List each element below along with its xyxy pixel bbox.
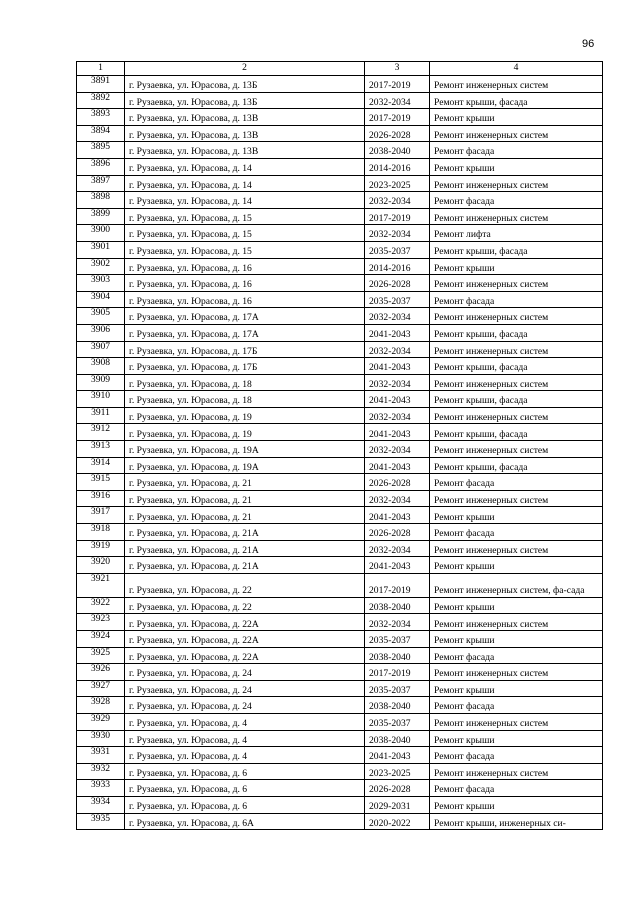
table-row [77, 730, 603, 747]
work-type-cell: Ремонт крыши, фасада [430, 241, 603, 258]
work-type-cell: Ремонт крыши [430, 507, 603, 524]
address-cell: г. Рузаевка, ул. Юрасова, д. 17Б [125, 341, 365, 358]
work-type-cell: Ремонт крыши, фасада [430, 92, 603, 109]
table-row [77, 680, 603, 697]
row-number-cell: 3902 [77, 258, 125, 275]
address-cell: г. Рузаевка, ул. Юрасова, д. 6 [125, 780, 365, 797]
table-row [77, 208, 603, 225]
row-number-cell: 3922 [77, 597, 125, 614]
row-number-cell: 3919 [77, 540, 125, 557]
work-type-cell: Ремонт инженерных систем [430, 664, 603, 681]
row-number-cell: 3923 [77, 614, 125, 631]
period-cell: 2032-2034 [365, 374, 430, 391]
work-type-cell: Ремонт крыши [430, 258, 603, 275]
work-type-cell: Ремонт крыши [430, 158, 603, 175]
table-row [77, 158, 603, 175]
period-cell: 2038-2040 [365, 647, 430, 664]
period-cell: 2035-2037 [365, 713, 430, 730]
row-number-cell: 3927 [77, 680, 125, 697]
work-type-cell: Ремонт фасада [430, 780, 603, 797]
period-cell: 2032-2034 [365, 614, 430, 631]
table-row [77, 664, 603, 681]
work-type-cell: Ремонт инженерных систем [430, 341, 603, 358]
table-row [77, 597, 603, 614]
row-number-cell: 3930 [77, 730, 125, 747]
work-type-cell: Ремонт инженерных систем [430, 540, 603, 557]
work-type-cell: Ремонт фасада [430, 474, 603, 491]
table-row [77, 474, 603, 491]
period-cell: 2017-2019 [365, 208, 430, 225]
work-type-cell: Ремонт крыши [430, 730, 603, 747]
table-row [77, 125, 603, 142]
period-cell: 2026-2028 [365, 474, 430, 491]
table-row [77, 796, 603, 813]
address-cell: г. Рузаевка, ул. Юрасова, д. 15 [125, 208, 365, 225]
address-cell: г. Рузаевка, ул. Юрасова, д. 21А [125, 524, 365, 541]
work-type-cell: Ремонт крыши, фасада [430, 391, 603, 408]
work-type-cell: Ремонт фасада [430, 291, 603, 308]
row-number-cell: 3892 [77, 92, 125, 109]
table-row [77, 780, 603, 797]
address-cell: г. Рузаевка, ул. Юрасова, д. 14 [125, 158, 365, 175]
table-row [77, 713, 603, 730]
repair-schedule-table [76, 61, 603, 830]
work-type-cell: Ремонт фасада [430, 747, 603, 764]
work-type-cell: Ремонт крыши, фасада [430, 424, 603, 441]
address-cell: г. Рузаевка, ул. Юрасова, д. 4 [125, 747, 365, 764]
row-number-cell: 3896 [77, 158, 125, 175]
row-number-cell: 3928 [77, 697, 125, 714]
period-cell: 2026-2028 [365, 780, 430, 797]
address-cell: г. Рузаевка, ул. Юрасова, д. 21А [125, 540, 365, 557]
period-cell: 2038-2040 [365, 597, 430, 614]
row-number-cell: 3898 [77, 192, 125, 209]
page-number: 96 [582, 38, 595, 50]
address-cell: г. Рузаевка, ул. Юрасова, д. 17Б [125, 358, 365, 375]
table-row [77, 241, 603, 258]
work-type-cell: Ремонт инженерных систем [430, 175, 603, 192]
address-cell: г. Рузаевка, ул. Юрасова, д. 14 [125, 192, 365, 209]
address-cell: г. Рузаевка, ул. Юрасова, д. 19 [125, 407, 365, 424]
row-number-cell: 3907 [77, 341, 125, 358]
table-row [77, 441, 603, 458]
row-number-cell: 3903 [77, 275, 125, 292]
address-cell: г. Рузаевка, ул. Юрасова, д. 15 [125, 241, 365, 258]
row-number-cell: 3906 [77, 324, 125, 341]
row-number-cell: 3926 [77, 664, 125, 681]
address-cell: г. Рузаевка, ул. Юрасова, д. 22 [125, 573, 365, 597]
work-type-cell: Ремонт фасада [430, 524, 603, 541]
period-cell: 2014-2016 [365, 258, 430, 275]
period-cell: 2017-2019 [365, 109, 430, 126]
period-cell: 2023-2025 [365, 175, 430, 192]
row-number-cell: 3912 [77, 424, 125, 441]
period-cell: 2032-2034 [365, 441, 430, 458]
work-type-cell: Ремонт крыши, фасада [430, 457, 603, 474]
row-number-cell: 3905 [77, 308, 125, 325]
address-cell: г. Рузаевка, ул. Юрасова, д. 22А [125, 614, 365, 631]
period-cell: 2032-2034 [365, 407, 430, 424]
row-number-cell: 3908 [77, 358, 125, 375]
period-cell: 2041-2043 [365, 324, 430, 341]
row-number-cell: 3913 [77, 441, 125, 458]
work-type-cell: Ремонт инженерных систем [430, 614, 603, 631]
row-number-cell: 3901 [77, 241, 125, 258]
period-cell: 2017-2019 [365, 76, 430, 93]
work-type-cell: Ремонт инженерных систем, фа-сада [430, 573, 603, 597]
period-cell: 2035-2037 [365, 631, 430, 648]
period-cell: 2035-2037 [365, 680, 430, 697]
period-cell: 2038-2040 [365, 142, 430, 159]
table-row [77, 175, 603, 192]
table-row [77, 308, 603, 325]
row-number-cell: 3935 [77, 813, 125, 830]
address-cell: г. Рузаевка, ул. Юрасова, д. 13Б [125, 92, 365, 109]
table-row [77, 391, 603, 408]
address-cell: г. Рузаевка, ул. Юрасова, д. 16 [125, 275, 365, 292]
work-type-cell: Ремонт крыши [430, 109, 603, 126]
work-type-cell: Ремонт инженерных систем [430, 208, 603, 225]
work-type-cell: Ремонт инженерных систем [430, 374, 603, 391]
row-number-cell: 3917 [77, 507, 125, 524]
work-type-cell: Ремонт крыши [430, 796, 603, 813]
address-cell: г. Рузаевка, ул. Юрасова, д. 17А [125, 308, 365, 325]
period-cell: 2023-2025 [365, 763, 430, 780]
row-number-cell: 3900 [77, 225, 125, 242]
table-row [77, 225, 603, 242]
table-row [77, 697, 603, 714]
address-cell: г. Рузаевка, ул. Юрасова, д. 4 [125, 730, 365, 747]
period-cell: 2032-2034 [365, 490, 430, 507]
row-number-cell: 3929 [77, 713, 125, 730]
address-cell: г. Рузаевка, ул. Юрасова, д. 21А [125, 557, 365, 574]
table-row [77, 647, 603, 664]
period-cell: 2038-2040 [365, 730, 430, 747]
column-header: 2 [125, 62, 365, 76]
work-type-cell: Ремонт крыши, инженерных си- [430, 813, 603, 830]
table-row [77, 109, 603, 126]
address-cell: г. Рузаевка, ул. Юрасова, д. 21 [125, 474, 365, 491]
column-header: 4 [430, 62, 603, 76]
work-type-cell: Ремонт инженерных систем [430, 441, 603, 458]
table-row [77, 341, 603, 358]
row-number-cell: 3909 [77, 374, 125, 391]
address-cell: г. Рузаевка, ул. Юрасова, д. 6 [125, 763, 365, 780]
table-row [77, 291, 603, 308]
work-type-cell: Ремонт фасада [430, 142, 603, 159]
table-row [77, 258, 603, 275]
row-number-cell: 3893 [77, 109, 125, 126]
table-row [77, 374, 603, 391]
period-cell: 2026-2028 [365, 125, 430, 142]
work-type-cell: Ремонт лифта [430, 225, 603, 242]
period-cell: 2017-2019 [365, 573, 430, 597]
period-cell: 2041-2043 [365, 747, 430, 764]
work-type-cell: Ремонт инженерных систем [430, 308, 603, 325]
address-cell: г. Рузаевка, ул. Юрасова, д. 16 [125, 258, 365, 275]
work-type-cell: Ремонт инженерных систем [430, 275, 603, 292]
address-cell: г. Рузаевка, ул. Юрасова, д. 22 [125, 597, 365, 614]
work-type-cell: Ремонт инженерных систем [430, 407, 603, 424]
address-cell: г. Рузаевка, ул. Юрасова, д. 13В [125, 109, 365, 126]
address-cell: г. Рузаевка, ул. Юрасова, д. 21 [125, 507, 365, 524]
row-number-cell: 3899 [77, 208, 125, 225]
table-header-row [77, 62, 603, 76]
period-cell: 2032-2034 [365, 92, 430, 109]
row-number-cell: 3897 [77, 175, 125, 192]
work-type-cell: Ремонт инженерных систем [430, 713, 603, 730]
work-type-cell: Ремонт крыши [430, 597, 603, 614]
table-row [77, 557, 603, 574]
table-row [77, 407, 603, 424]
period-cell: 2032-2034 [365, 540, 430, 557]
row-number-cell: 3921 [77, 573, 125, 597]
table-row [77, 524, 603, 541]
column-header: 1 [77, 62, 125, 76]
row-number-cell: 3934 [77, 796, 125, 813]
table-row [77, 424, 603, 441]
table-row [77, 573, 603, 597]
table-row [77, 457, 603, 474]
address-cell: г. Рузаевка, ул. Юрасова, д. 13В [125, 142, 365, 159]
period-cell: 2041-2043 [365, 507, 430, 524]
row-number-cell: 3920 [77, 557, 125, 574]
table-row [77, 76, 603, 93]
period-cell: 2032-2034 [365, 341, 430, 358]
table-row [77, 142, 603, 159]
row-number-cell: 3891 [77, 76, 125, 93]
address-cell: г. Рузаевка, ул. Юрасова, д. 24 [125, 664, 365, 681]
period-cell: 2041-2043 [365, 424, 430, 441]
work-type-cell: Ремонт крыши [430, 631, 603, 648]
column-header: 3 [365, 62, 430, 76]
work-type-cell: Ремонт крыши, фасада [430, 358, 603, 375]
period-cell: 2041-2043 [365, 358, 430, 375]
address-cell: г. Рузаевка, ул. Юрасова, д. 14 [125, 175, 365, 192]
address-cell: г. Рузаевка, ул. Юрасова, д. 24 [125, 680, 365, 697]
table-row [77, 490, 603, 507]
row-number-cell: 3914 [77, 457, 125, 474]
period-cell: 2020-2022 [365, 813, 430, 830]
period-cell: 2035-2037 [365, 291, 430, 308]
address-cell: г. Рузаевка, ул. Юрасова, д. 22А [125, 631, 365, 648]
row-number-cell: 3933 [77, 780, 125, 797]
table-row [77, 631, 603, 648]
table-row [77, 614, 603, 631]
table-row [77, 813, 603, 830]
table-row [77, 507, 603, 524]
work-type-cell: Ремонт инженерных систем [430, 76, 603, 93]
period-cell: 2026-2028 [365, 275, 430, 292]
table-row [77, 92, 603, 109]
address-cell: г. Рузаевка, ул. Юрасова, д. 6 [125, 796, 365, 813]
address-cell: г. Рузаевка, ул. Юрасова, д. 19А [125, 457, 365, 474]
row-number-cell: 3910 [77, 391, 125, 408]
address-cell: г. Рузаевка, ул. Юрасова, д. 13Б [125, 76, 365, 93]
row-number-cell: 3894 [77, 125, 125, 142]
address-cell: г. Рузаевка, ул. Юрасова, д. 21 [125, 490, 365, 507]
address-cell: г. Рузаевка, ул. Юрасова, д. 18 [125, 391, 365, 408]
work-type-cell: Ремонт фасада [430, 697, 603, 714]
address-cell: г. Рузаевка, ул. Юрасова, д. 4 [125, 713, 365, 730]
table-row [77, 540, 603, 557]
work-type-cell: Ремонт крыши [430, 557, 603, 574]
work-type-cell: Ремонт крыши, фасада [430, 324, 603, 341]
work-type-cell: Ремонт фасада [430, 192, 603, 209]
address-cell: г. Рузаевка, ул. Юрасова, д. 13В [125, 125, 365, 142]
work-type-cell: Ремонт инженерных систем [430, 763, 603, 780]
row-number-cell: 3911 [77, 407, 125, 424]
row-number-cell: 3924 [77, 631, 125, 648]
period-cell: 2032-2034 [365, 308, 430, 325]
address-cell: г. Рузаевка, ул. Юрасова, д. 15 [125, 225, 365, 242]
address-cell: г. Рузаевка, ул. Юрасова, д. 22А [125, 647, 365, 664]
address-cell: г. Рузаевка, ул. Юрасова, д. 18 [125, 374, 365, 391]
row-number-cell: 3895 [77, 142, 125, 159]
row-number-cell: 3925 [77, 647, 125, 664]
work-type-cell: Ремонт фасада [430, 647, 603, 664]
work-type-cell: Ремонт крыши [430, 680, 603, 697]
period-cell: 2041-2043 [365, 391, 430, 408]
period-cell: 2032-2034 [365, 225, 430, 242]
address-cell: г. Рузаевка, ул. Юрасова, д. 19 [125, 424, 365, 441]
table-row [77, 275, 603, 292]
work-type-cell: Ремонт инженерных систем [430, 125, 603, 142]
table-row [77, 747, 603, 764]
period-cell: 2035-2037 [365, 241, 430, 258]
row-number-cell: 3916 [77, 490, 125, 507]
period-cell: 2041-2043 [365, 457, 430, 474]
address-cell: г. Рузаевка, ул. Юрасова, д. 24 [125, 697, 365, 714]
work-type-cell: Ремонт инженерных систем [430, 490, 603, 507]
address-cell: г. Рузаевка, ул. Юрасова, д. 19А [125, 441, 365, 458]
table-row [77, 763, 603, 780]
period-cell: 2038-2040 [365, 697, 430, 714]
row-number-cell: 3915 [77, 474, 125, 491]
address-cell: г. Рузаевка, ул. Юрасова, д. 6А [125, 813, 365, 830]
period-cell: 2026-2028 [365, 524, 430, 541]
period-cell: 2041-2043 [365, 557, 430, 574]
table-row [77, 324, 603, 341]
period-cell: 2032-2034 [365, 192, 430, 209]
period-cell: 2029-2031 [365, 796, 430, 813]
period-cell: 2014-2016 [365, 158, 430, 175]
address-cell: г. Рузаевка, ул. Юрасова, д. 17А [125, 324, 365, 341]
address-cell: г. Рузаевка, ул. Юрасова, д. 16 [125, 291, 365, 308]
table-row [77, 358, 603, 375]
row-number-cell: 3918 [77, 524, 125, 541]
row-number-cell: 3932 [77, 763, 125, 780]
row-number-cell: 3904 [77, 291, 125, 308]
table-row [77, 192, 603, 209]
row-number-cell: 3931 [77, 747, 125, 764]
period-cell: 2017-2019 [365, 664, 430, 681]
